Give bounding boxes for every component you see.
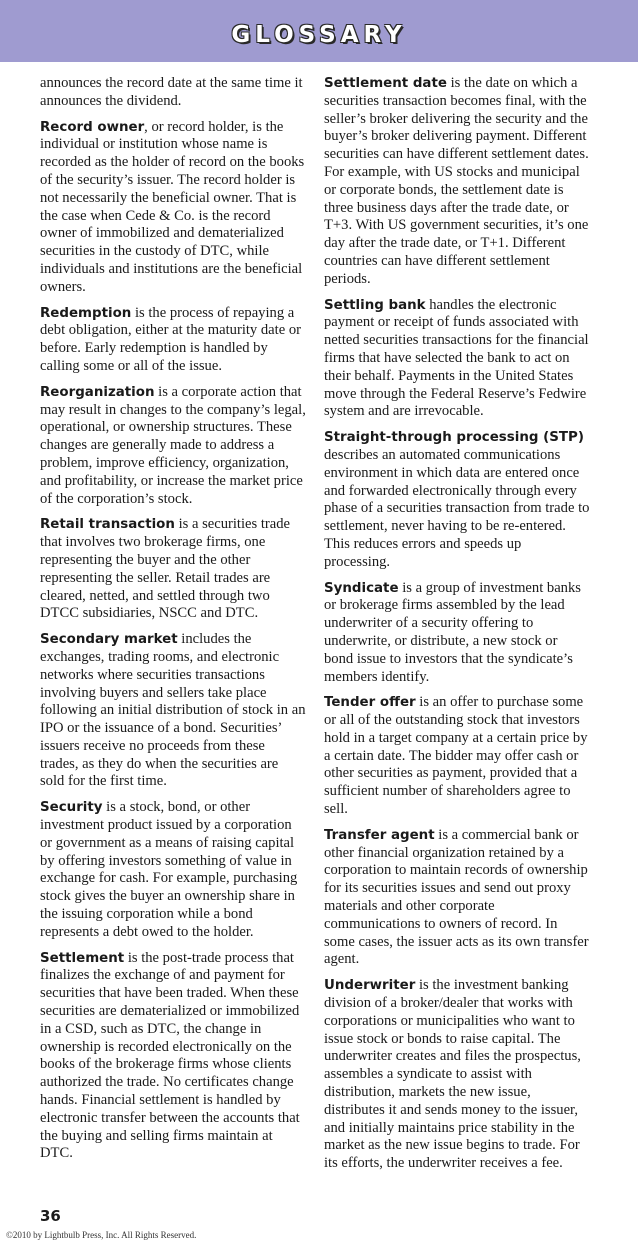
glossary-definition: is a securities trade that involves two brokerage firms, one representing the buyer and the other representing the seller. Retail trades are cleared, netted, and settled through two DTCC subsidiaries, NSCC and DTC. [40, 516, 291, 622]
glossary-term: Settlement [40, 950, 125, 966]
glossary-entry-transfer-agent [324, 827, 590, 969]
glossary-definition: is a group of investment banks or brokerage firms assembled by the lead underwriter of a security offering to underwrite, or distribute, a new stock or bond issue to investors that the syndicate’s members identify. [324, 579, 581, 685]
glossary-entry-redemption [40, 305, 306, 376]
continued-definition: announces the record date at the same time it announces the dividend. [40, 75, 303, 109]
glossary-term: Tender offer [324, 695, 416, 711]
glossary-definition: is a commercial bank or other financial organization retained by a corporation to maintain records of ownership for its securities issues and send out proxy materials and other corporate communications to owners of record. In some cases, the issuer acts as its own transfer agent. [324, 826, 589, 968]
glossary-term: Straight-through processing (STP) [324, 430, 584, 446]
glossary-definition: is an offer to purchase some or all of the outstanding stock that investors hold in a target company at a certain price by a certain date. The bidder may offer cash or other securities as payment, provided that a sufficient number of shareholders agree to sell. [324, 694, 588, 818]
glossary-term: Settlement date [324, 76, 447, 91]
glossary-definition: is the post-trade process that finalizes the exchange of and payment for securities that have been traded. When these securities are dematerialized or immobilized in a CSD, such as DTC, the change in ownership is recorded electronically on the books of the brokerage firms whose clients authorized the trade. No certificates change hands. Financial settlement is handled by electronic transfer between the accounts that the buying and selling firms maintain at DTC. [40, 949, 300, 1162]
glossary-term: Redemption [40, 305, 132, 321]
glossary-entry-underwriter [324, 977, 590, 1173]
glossary-entry-retail-transaction [40, 516, 306, 623]
glossary-entry-settlement [40, 950, 306, 1164]
glossary-term: Syndicate [324, 580, 399, 596]
glossary-entry-settling-bank [324, 297, 590, 422]
glossary-definition: is the date on which a securities transaction becomes final, with the seller’s broker delivering the security and the buyer’s broker delivering payment. Different securities can have different settlement dates. For example, with US stocks and municipal or corporate bonds, the settlement date is three business days after the trade date, or T+3. With US government securities, it’s one day after the trade date, or T+1. Different countries can have different settlement periods. [324, 75, 589, 287]
page-title: GLOSSARY [231, 22, 407, 48]
glossary-entry-settlement-date [324, 75, 590, 289]
glossary-term: Reorganization [40, 384, 155, 400]
glossary-term: Security [40, 800, 103, 816]
glossary-definition: is a corporate action that may result in changes to the company’s legal, operational, or ownership structures. These changes are generally made to address a problem, improve efficiency, organization, and profitability, or increase the market price of the corporation’s stock. [40, 383, 306, 507]
left-column [40, 75, 306, 1171]
glossary-definition: includes the exchanges, trading rooms, and electronic networks where securities transactions involving buyers and sellers take place following an initial distribution of stock in an IPO or the issuance of a bond. Securities’ issuers receive no proceeds from these trades, as they do when the securities are sold for the first time. [40, 631, 306, 790]
glossary-definition: , or record holder, is the individual or institution whose name is recorded as the holder of record on the books of the security’s issuer. The record holder is not necessarily the beneficial owner. That is the case when Cede & Co. is the record owner of immobilized and dematerialized securities in the custody of DTC, while individuals and institutions are the beneficial owners. [40, 118, 305, 295]
right-column [324, 75, 590, 1181]
glossary-entry-reorganization [40, 384, 306, 509]
glossary-term: Secondary market [40, 632, 178, 648]
glossary-term: Underwriter [324, 978, 416, 994]
page-number: 36 [40, 1207, 61, 1225]
glossary-definition: handles the electronic payment or receipt of funds associated with netted securities transactions for the financial firms that have selected the bank to act on their behalf. Payments in the United States move through the Federal Reserve’s Fedwire system and are irrevocable. [324, 296, 589, 420]
glossary-term: Record owner [40, 119, 145, 135]
glossary-entry-syndicate [324, 580, 590, 687]
glossary-term: Transfer agent [324, 827, 435, 843]
glossary-header-bar [0, 0, 638, 62]
glossary-entry-tender-offer [324, 694, 590, 819]
glossary-definition: is the process of repaying a debt obligation, either at the maturity date or before. Early redemption is handled by calling some or all of the issue. [40, 304, 301, 374]
glossary-entry-security [40, 799, 306, 941]
copyright-notice: ©2010 by Lightbulb Press, Inc. All Rights Reserved. [6, 1230, 197, 1240]
glossary-entry-secondary-market [40, 631, 306, 791]
glossary-definition: is the investment banking division of a broker/dealer that works with corporations or municipalities who want to issue stock or bonds to raise capital. The underwriter creates and files the prospectus, assembles a syndicate to assist with distribution, markets the new issue, distributes it and sends money to the issuer, and initially maintains price stability in the market as the new issue begins to trade. For its efforts, the underwriter receives a fee. [324, 977, 581, 1172]
glossary-definition: is a stock, bond, or other investment product issued by a corporation or government as a means of raising capital by offering investors something of value in exchange for cash. For example, purchasing stock gives the buyer an ownership share in the issuing corporation while a bond represents a debt owed to the holder. [40, 799, 298, 940]
glossary-entry-stp [324, 429, 590, 571]
glossary-definition: describes an automated communications environment in which data are entered once and forwarded electronically through every phase of a securities transaction from trade to settlement, never having to be re-entered. This reduces errors and speeds up processing. [324, 446, 590, 570]
glossary-term: Retail transaction [40, 517, 175, 533]
glossary-term: Settling bank [324, 297, 426, 313]
glossary-entry-record-owner [40, 119, 306, 297]
